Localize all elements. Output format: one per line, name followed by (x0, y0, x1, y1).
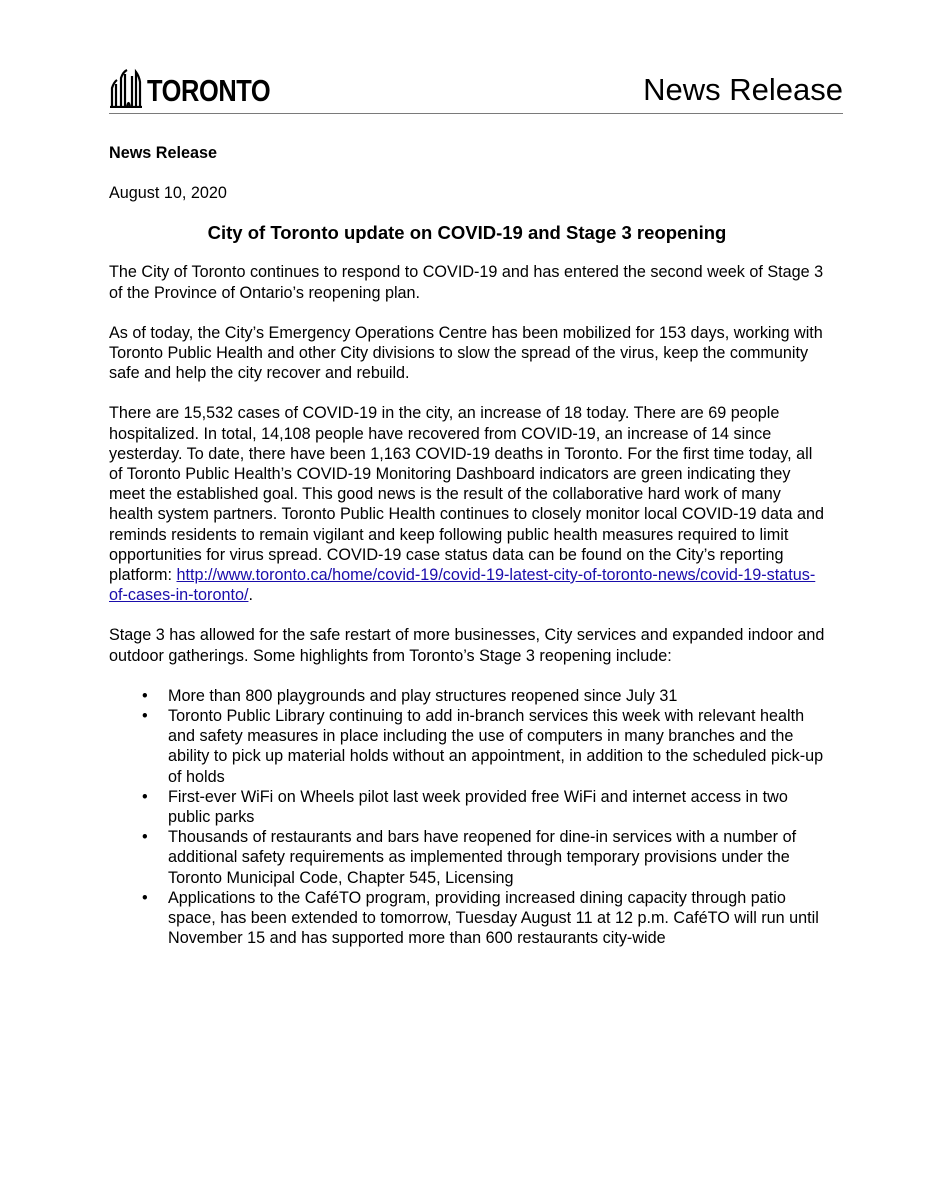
header-title: News Release (643, 72, 843, 107)
paragraph-stage3: Stage 3 has allowed for the safe restart of more businesses, City services and expanded indoor and outdoor gatherings. Some highlights from Toronto’s Stage 3 reopening include: (109, 626, 825, 665)
list-item (109, 888, 825, 949)
paragraph-case-stats (109, 403, 825, 605)
toronto-logo (109, 62, 297, 108)
bullet-icon: • (142, 686, 148, 705)
release-label: News Release (109, 144, 217, 162)
list-item-text: Applications to the CaféTO program, providing increased dining capacity through patio space, has been extended to tomorrow, Tuesday August 11 at 12 p.m. CaféTO will run until November 15 and has supported more than 600 restaurants city-wide (168, 888, 819, 948)
list-item (109, 827, 825, 888)
list-item (109, 686, 825, 706)
header-divider (109, 113, 843, 114)
list-item-text: Thousands of restaurants and bars have reopened for dine-in services with a number of additional safety requirements as implemented through temporary provisions under the Toronto Municipal Code, Chapter 545, Licensing (168, 828, 797, 887)
bullet-icon: • (142, 828, 148, 847)
list-item-text: More than 800 playgrounds and play structures reopened since July 31 (168, 686, 678, 705)
paragraph-intro: The City of Toronto continues to respond to COVID-19 and has entered the second week of Stage 3 of the Province of Ontario’s reopening plan. (109, 263, 824, 302)
highlights-list (109, 686, 825, 949)
paragraph-eoc: As of today, the City’s Emergency Operations Centre has been mobilized for 153 days, working with Toronto Public Health and other City divisions to slow the spread of the virus, keep the community safe and help the city recover and rebuild. (109, 323, 823, 383)
bullet-icon: • (142, 787, 148, 806)
case-stats-end: . (248, 586, 253, 605)
logo-wordmark: TORONTO (147, 73, 271, 108)
case-stats-text: There are 15,532 cases of COVID-19 in the city, an increase of 18 today. There are 69 people hospitalized. In total, 14,108 people have recovered from COVID-19, an increase of 14 since yesterday. To date, there have been 1,163 COVID-19 deaths in Toronto. For the first time today, all of Toronto Public Health’s COVID-19 Monitoring Dashboard indicators are green indicating they meet the established goal. This good news is the result of the collaborative hard work of many health system partners. Toronto Public Health continues to closely monitor local COVID-19 data and reminds residents to remain vigilant and keep following public health measures required to limit opportunities for virus spread. COVID-19 case status data can be found on the City’s reporting platform: (109, 404, 825, 585)
bullet-icon: • (142, 707, 148, 726)
bullet-icon: • (142, 888, 148, 907)
case-status-link[interactable]: http://www.toronto.ca/home/covid-19/covid-19-latest-city-of-toronto-news/covid-19-status-of-cases-in-toronto/ (109, 566, 816, 605)
release-body (109, 143, 825, 949)
list-item (109, 787, 825, 827)
release-date: August 10, 2020 (109, 184, 227, 203)
list-item (109, 706, 825, 787)
list-item-text: First-ever WiFi on Wheels pilot last week provided free WiFi and internet access in two public parks (168, 787, 788, 827)
list-item-text: Toronto Public Library continuing to add in-branch services this week with relevant health and safety measures in place including the use of computers in many branches and the ability to pick up material holds without an appointment, in addition to the scheduled pick-up of holds (168, 707, 824, 786)
release-headline: City of Toronto update on COVID-19 and Stage 3 reopening (207, 222, 727, 244)
city-hall-icon (109, 68, 143, 108)
